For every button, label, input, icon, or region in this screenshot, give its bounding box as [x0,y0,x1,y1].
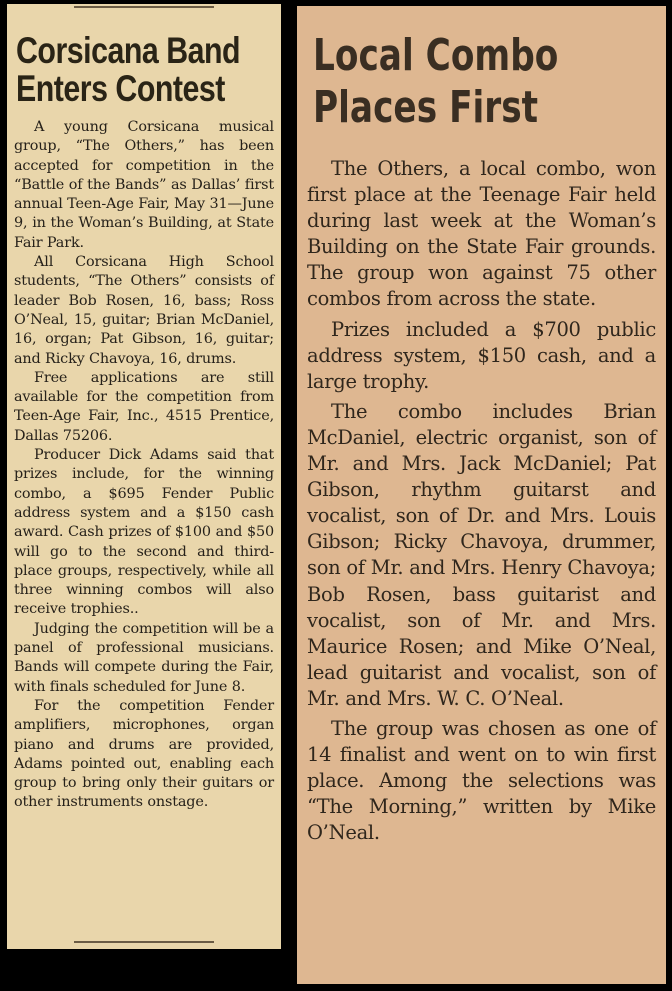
left-paragraph-3: Free applications are still available for the competition from Teen-Age Fair, Inc., 4515 Prentice, Dallas 75206. [14,369,274,444]
newspaper-clipping-right [297,6,666,984]
right-article-body [307,156,656,846]
right-paragraph-2: Prizes included a $700 public address system, $150 cash, and a large trophy. [307,317,656,393]
left-headline-line1: Corsicana Band [16,30,241,71]
right-headline-line2: Places First [313,82,539,133]
top-rule [74,6,214,8]
newspaper-clipping-left [7,4,281,949]
left-paragraph-2: All Corsicana High School students, “The Others” consists of leader Bob Rosen, 16, bass; Ross O’Neal, 15, guitar; Brian McDaniel, 16, organ; Pat Gibson, 16, guitar; and Ricky Chavoya, 16, drums. [14,254,274,367]
right-paragraph-4: The group was chosen as one of 14 finalist and went on to win first place. Among the selections was “The Morning,” written by Mike O’Neal. [307,716,656,845]
left-paragraph-1: A young Corsicana musical group, “The Others,” has been accepted for competition in the “Battle of the Bands” as Dallas’ first annual Teen-Age Fair, May 31—June 9, in the Woman’s Building, at State Fair Park. [14,119,274,251]
left-paragraph-4: Producer Dick Adams said that prizes include, for the winning combo, a $695 Fender Public address system and a $150 cash award. Cash prizes of $100 and $50 will go to the second and third-place groups, respectively, while all three winning combos will also receive trophies.. [14,447,274,618]
left-headline-line2: Enters Contest [16,68,225,109]
left-headline [16,30,241,109]
left-article-body [14,118,274,813]
left-paragraph-6: For the competition Fender amplifiers, microphones, organ piano and drums are provided, Adams pointed out, enabling each group to bring only their guitars or other instruments onstage. [14,697,274,811]
right-paragraph-3: The combo includes Brian McDaniel, electric organist, son of Mr. and Mrs. Jack McDaniel; Pat Gibson, rhythm guitarst and vocalist, son of Dr. and Mrs. Louis Gibson; Ricky Chavoya, drummer, son of Mr. and Mrs. Henry Chavoya; Bob Rosen, bass guitarist and vocalist, son of Mr. and Mrs. Maurice Rosen; and Mike O’Neal, lead guitarist and vocalist, son of Mr. and Mrs. W. C. O’Neal. [307,399,656,710]
right-headline-line1: Local Combo [313,30,559,81]
left-paragraph-5: Judging the competition will be a panel of professional musicians. Bands will compete during the Fair, with finals scheduled for June 8. [14,620,274,695]
bottom-rule [74,941,214,943]
right-paragraph-1: The Others, a local combo, won first place at the Teenage Fair held during last week at the Woman’s Building on the State Fair grounds. The group won against 75 other combos from across the state. [307,157,656,311]
right-headline [313,30,581,134]
